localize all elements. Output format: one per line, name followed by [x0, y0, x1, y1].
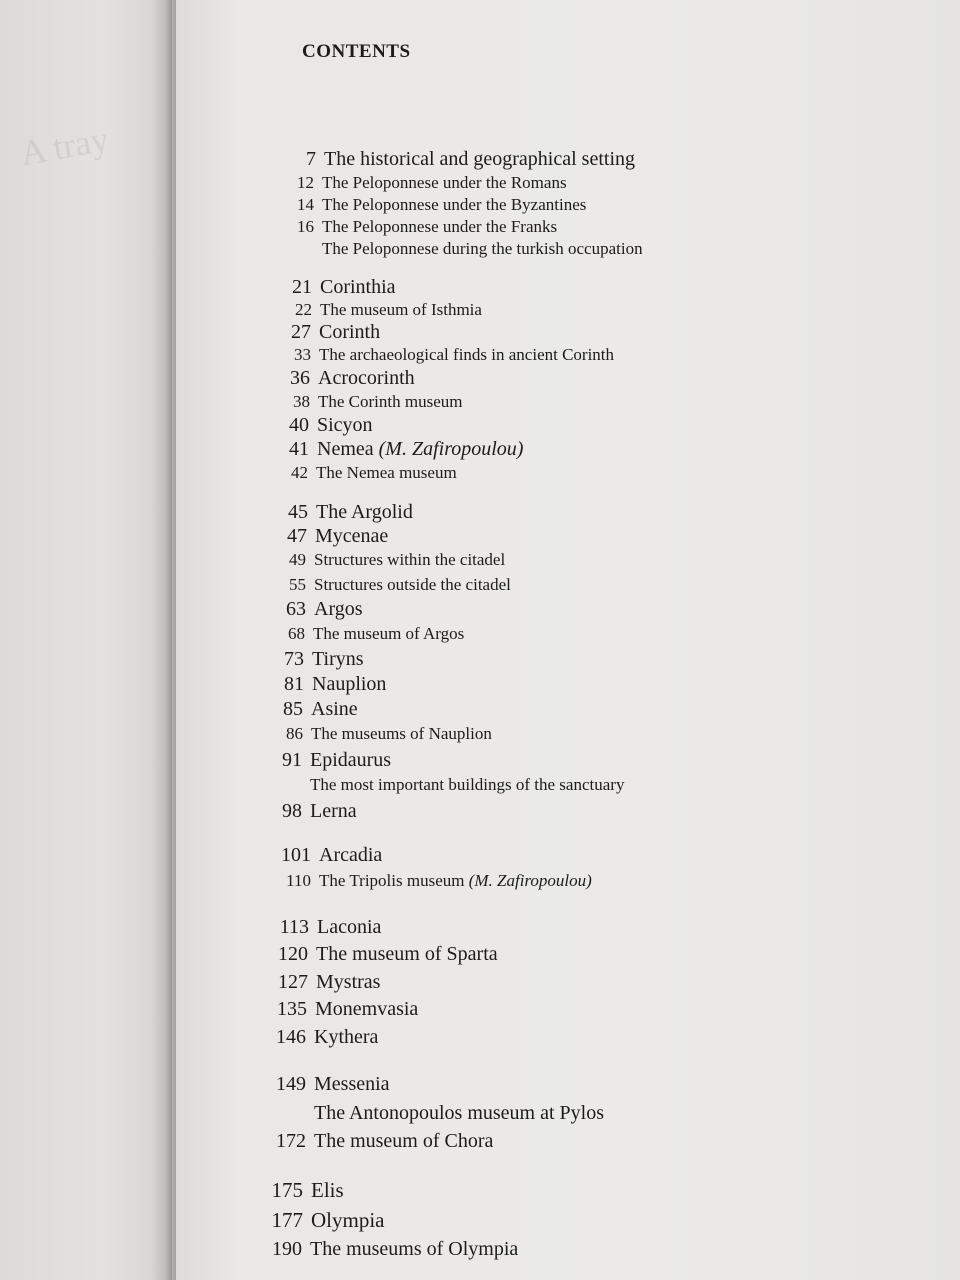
toc-title-text: The museums of Olympia: [310, 1238, 519, 1260]
toc-page-number: 177: [271, 1208, 303, 1232]
toc-page-number: 149: [276, 1073, 306, 1095]
toc-title: [317, 414, 373, 437]
toc-page-number: 101: [281, 844, 311, 866]
toc-title-text: The museum of Argos: [313, 624, 465, 643]
toc-title-text: The Peloponnese during the turkish occupation: [322, 239, 643, 258]
toc-page-number: 12: [297, 173, 314, 192]
toc-page-number: 175: [271, 1178, 303, 1202]
toc-title: [317, 916, 381, 939]
toc-title: [315, 525, 388, 548]
toc-title: [314, 550, 505, 570]
toc-title: [320, 276, 396, 299]
toc-title: [319, 321, 380, 344]
toc-title-text: The museum of Chora: [314, 1130, 494, 1152]
toc-page-number: 98: [282, 800, 302, 822]
toc-title-text: Epidaurus: [310, 749, 392, 771]
toc-title-text: Corinthia: [320, 276, 396, 298]
toc-page-number: 49: [289, 550, 306, 569]
toc-title-text: The most important buildings of the sanctuary: [310, 775, 625, 794]
toc-title-text: Olympia: [311, 1208, 385, 1232]
toc-title: [314, 1102, 604, 1125]
toc-page-number: 21: [292, 276, 312, 298]
toc-title-text: The Peloponnese under the Romans: [322, 173, 567, 192]
toc-page-number: 172: [276, 1130, 306, 1152]
toc-title-text: The Peloponnese under the Franks: [322, 217, 558, 236]
toc-title: [316, 971, 380, 994]
toc-page-number: 55: [289, 575, 306, 594]
toc-title-text: Arcadia: [319, 844, 383, 866]
toc-page-number: 81: [284, 673, 304, 695]
toc-title-text: The museums of Nauplion: [311, 724, 492, 743]
toc-title-text: The museum of Isthmia: [320, 300, 482, 319]
toc-title-text: The Peloponnese under the Byzantines: [322, 195, 587, 214]
toc-title: [311, 724, 492, 744]
toc-title-text: Mystras: [316, 971, 381, 993]
toc-page-number: 22: [295, 300, 312, 319]
toc-page-number: 86: [286, 724, 303, 743]
toc-title-text: Lerna: [310, 800, 357, 822]
toc-title: [314, 1026, 378, 1049]
toc-page-number: 42: [291, 463, 308, 482]
toc-title-text: Corinth: [319, 321, 381, 343]
toc-page-number: 85: [283, 698, 303, 720]
toc-page-number: 127: [278, 971, 308, 993]
toc-page-number: 63: [286, 598, 306, 620]
toc-title: [311, 1208, 385, 1233]
toc-title: [314, 1073, 390, 1096]
toc-page-number: 146: [276, 1026, 306, 1048]
toc-title-text: The Argolid: [316, 501, 413, 523]
toc-title-text: Argos: [314, 598, 363, 620]
toc-title-text: The Antonopoulos museum at Pylos: [314, 1102, 604, 1124]
toc-title-text: The Tripolis museum: [319, 871, 465, 890]
toc-title: [324, 148, 635, 171]
toc-title: [319, 871, 592, 891]
toc-title: [317, 438, 523, 461]
toc-title: [319, 844, 382, 867]
toc-title: [314, 598, 363, 621]
toc-title-text: Asine: [311, 698, 358, 720]
toc-page-number: 16: [297, 217, 314, 236]
toc-title: [320, 300, 482, 320]
toc-author: (M. Zafiropoulou): [378, 438, 524, 460]
toc-page-number: 47: [287, 525, 307, 547]
toc-title-text: The archaeological finds in ancient Corinth: [319, 345, 615, 364]
toc-title: [322, 195, 586, 215]
toc-title-text: Elis: [311, 1178, 344, 1202]
toc-title: [310, 800, 357, 823]
toc-page-number: 40: [289, 414, 309, 436]
toc-title-text: Sicyon: [317, 414, 373, 436]
toc-title-text: Laconia: [317, 916, 382, 938]
faint-show-through-text: A tray: [17, 118, 112, 174]
toc-title-text: The historical and geographical setting: [324, 148, 636, 170]
contents-heading: CONTENTS: [302, 41, 411, 62]
toc-page-number: 7: [306, 148, 316, 170]
toc-title: [322, 217, 557, 237]
toc-title-text: Mycenae: [315, 525, 389, 547]
book-gutter: [150, 0, 176, 1280]
toc-title-text: Acrocorinth: [318, 367, 415, 389]
toc-page-number: 68: [288, 624, 305, 643]
toc-page-number: 190: [272, 1238, 302, 1260]
toc-page-number: 36: [290, 367, 310, 389]
toc-title: [318, 367, 415, 390]
toc-title: [312, 648, 364, 671]
toc-title-text: Nauplion: [312, 673, 387, 695]
toc-title: [322, 173, 567, 193]
toc-title: [318, 392, 462, 412]
left-page: [0, 0, 172, 1280]
toc-title: [319, 345, 614, 365]
toc-title: [316, 943, 498, 966]
toc-page-number: 38: [293, 392, 310, 411]
toc-page-number: 120: [278, 943, 308, 965]
toc-title-text: The Nemea museum: [316, 463, 457, 482]
toc-title-text: Monemvasia: [315, 998, 419, 1020]
toc-title: [313, 624, 464, 644]
toc-title: [322, 239, 643, 259]
toc-page-number: 73: [284, 648, 304, 670]
toc-title-text: Tiryns: [312, 648, 364, 670]
toc-page-number: 135: [277, 998, 307, 1020]
toc-page-number: 45: [288, 501, 308, 523]
toc-page-number: 110: [286, 871, 311, 890]
toc-title: [311, 698, 358, 721]
toc-title-text: Messenia: [314, 1073, 390, 1095]
toc-title-text: Nemea: [317, 438, 374, 460]
toc-title: [310, 775, 624, 795]
toc-title: [310, 749, 391, 772]
toc-page-number: 91: [282, 749, 302, 771]
toc-title: [312, 673, 386, 696]
toc-page-number: 113: [279, 916, 309, 938]
toc-title-text: The Corinth museum: [318, 392, 463, 411]
toc-title: [316, 463, 457, 483]
toc-title: [310, 1238, 518, 1261]
toc-page-number: 27: [291, 321, 311, 343]
toc-title: [316, 501, 413, 524]
toc-title-text: Kythera: [314, 1026, 379, 1048]
toc-page-number: 14: [297, 195, 314, 214]
toc-title-text: The museum of Sparta: [316, 943, 498, 965]
toc-page-number: 33: [294, 345, 311, 364]
toc-title: [314, 575, 511, 595]
toc-title-text: Structures within the citadel: [314, 550, 506, 569]
toc-page-number: 41: [289, 438, 309, 460]
toc-author: (M. Zafiropoulou): [468, 871, 592, 890]
toc-title: [314, 1130, 493, 1153]
toc-title: [311, 1178, 344, 1203]
toc-title-text: Structures outside the citadel: [314, 575, 511, 594]
toc-title: [315, 998, 418, 1021]
